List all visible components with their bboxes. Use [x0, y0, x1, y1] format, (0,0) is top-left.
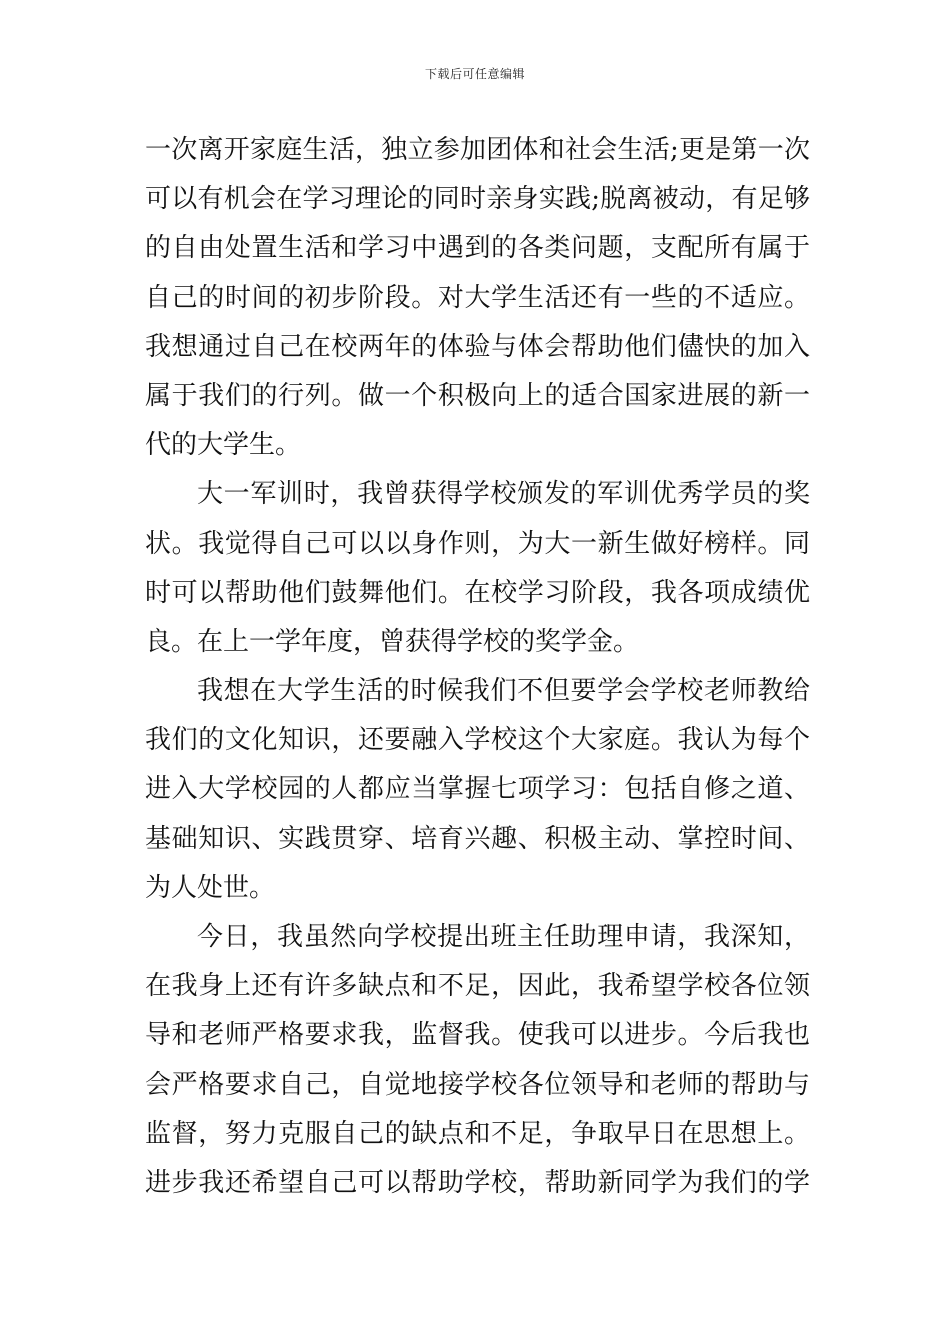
text-line: 状。我觉得自己可以以身作则，为大一新生做好榜样。同 [145, 528, 810, 559]
text-line: 为人处世。 [145, 872, 276, 903]
text-line: 可以有机会在学习理论的同时亲身实践;脱离被动，有足够 [145, 184, 810, 215]
text-line: 我们的文化知识，还要融入学校这个大家庭。我认为每个 [145, 725, 810, 756]
text-line: 进步我还希望自己可以帮助学校，帮助新同学为我们的学 [145, 1167, 810, 1198]
text-line: 会严格要求自己，自觉地接学校各位领导和老师的帮助与 [145, 1069, 810, 1100]
text-line: 我想通过自己在校两年的体验与体会帮助他们儘快的加入 [145, 331, 810, 362]
text-line: 的自由处置生活和学习中遇到的各类问题，支配所有属于 [145, 233, 810, 264]
text-line: 属于我们的行列。做一个积极向上的适合国家进展的新一 [145, 380, 810, 411]
text-line: 在我身上还有许多缺点和不足，因此，我希望学校各位领 [145, 971, 810, 1002]
text-line: 今日，我虽然向学校提出班主任助理申请，我深知， [197, 922, 810, 952]
text-line: 基础知识、实践贯穿、培育兴趣、积极主动、掌控时间、 [145, 823, 810, 854]
text-line: 时可以帮助他们鼓舞他们。在校学习阶段，我各项成绩优 [145, 577, 810, 608]
document-body [145, 126, 810, 1208]
text-line: 监督，努力克服自己的缺点和不足，争取早日在思想上。 [145, 1118, 810, 1149]
page-header: 下载后可任意编辑 [424, 67, 525, 81]
text-line: 代的大学生。 [145, 430, 302, 461]
text-line: 进入大学校园的人都应当掌握七项学习：包括自修之道、 [145, 774, 810, 805]
text-line: 导和老师严格要求我，监督我。使我可以进步。今后我也 [145, 1020, 810, 1051]
text-line: 自己的时间的初步阶段。对大学生活还有一些的不适应。 [145, 282, 810, 313]
text-line: 良。在上一学年度，曾获得学校的奖学金。 [145, 626, 640, 657]
text-line: 一次离开家庭生活，独立参加团体和社会生活;更是第一次 [145, 135, 810, 165]
text-line: 我想在大学生活的时候我们不但要学会学校老师教给 [197, 676, 810, 707]
text-line: 大一军训时，我曾获得学校颁发的军训优秀学员的奖 [197, 479, 810, 510]
